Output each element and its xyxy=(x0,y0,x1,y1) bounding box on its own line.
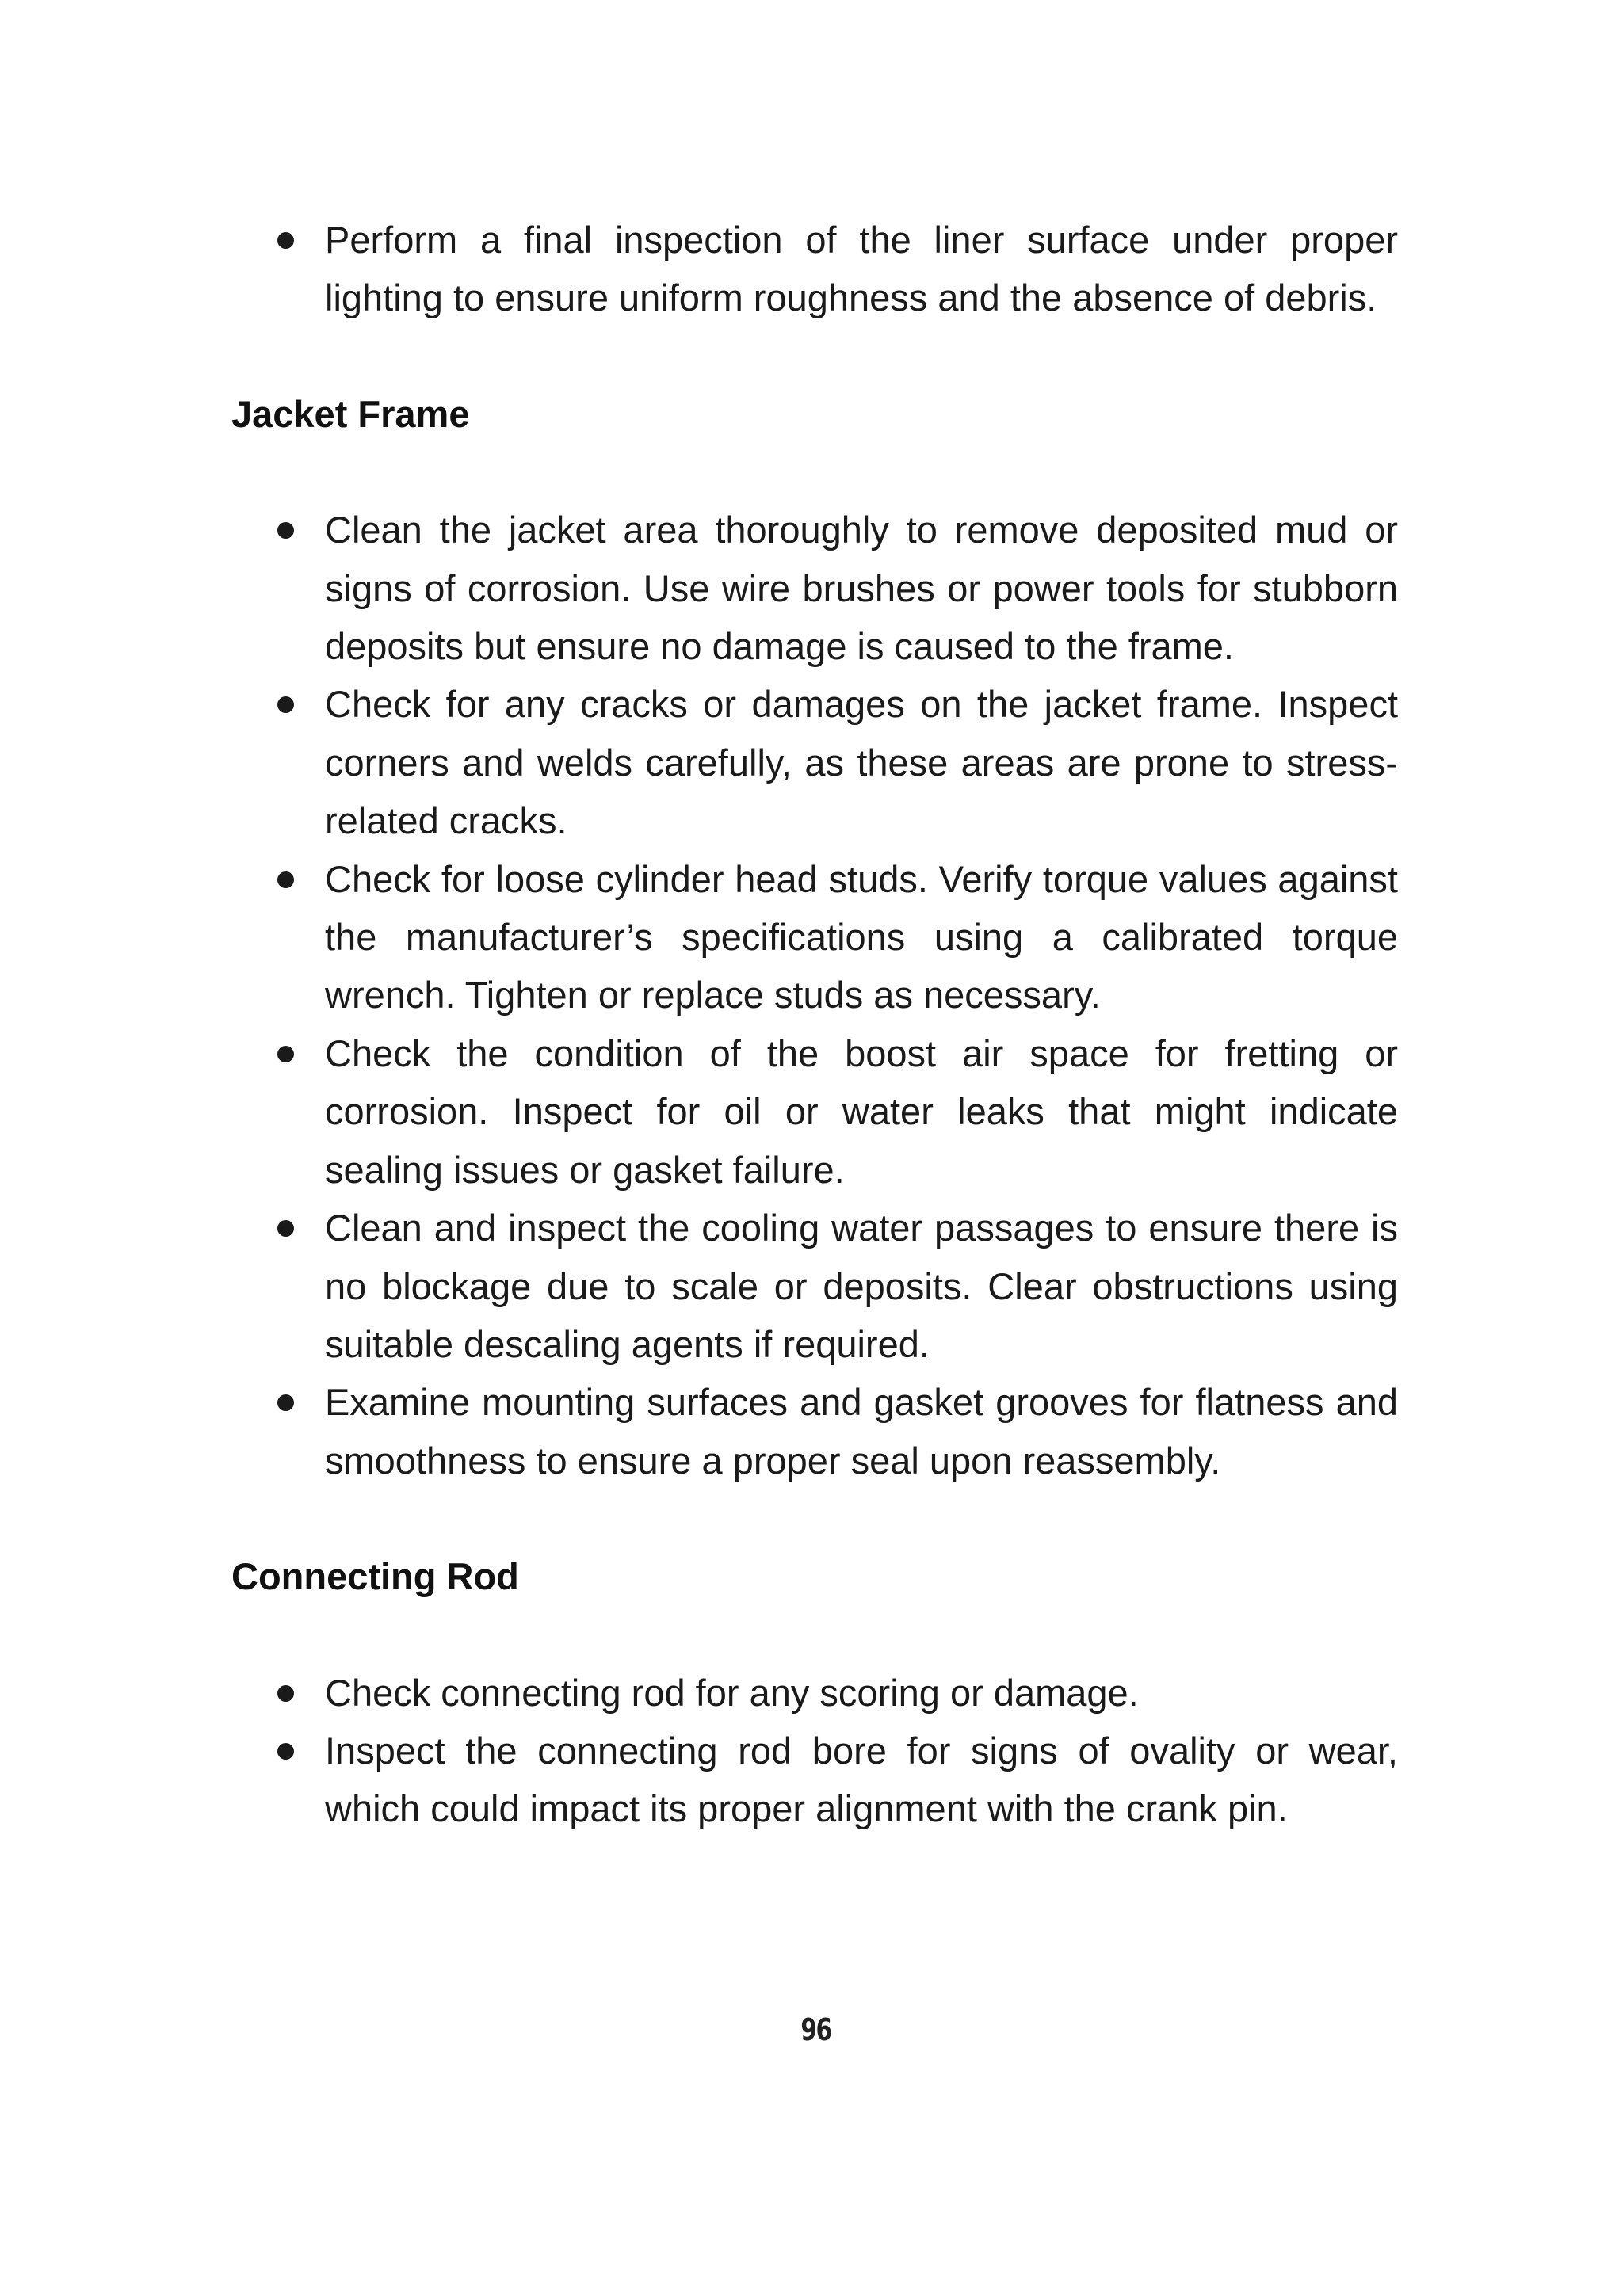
bullet-icon xyxy=(277,1685,294,1702)
list-item-text: Check connecting rod for any scoring or damage. xyxy=(325,1671,1139,1714)
bullet-icon xyxy=(277,1220,294,1237)
list-item-text: Check for any cracks or damages on the jacket frame. Inspect corners and welds carefully, as these areas are prone to stress-related cracks. xyxy=(325,683,1398,842)
bullet-icon xyxy=(277,1394,294,1411)
intro-bullet-list xyxy=(231,211,1398,327)
list-item-text: Inspect the connecting rod bore for signs of ovality or wear, which could impact its proper alignment with the crank pin. xyxy=(325,1729,1398,1830)
bullet-icon xyxy=(277,1046,294,1062)
section-heading-jacket-frame: Jacket Frame xyxy=(231,392,470,435)
connecting-rod-bullet-list xyxy=(231,1664,1398,1838)
list-item xyxy=(325,675,1398,849)
list-item-text: Check for loose cylinder head studs. Verify torque values against the manufacturer’s specifications using a calibrated torque wrench. Tighten or replace studs as necessary. xyxy=(325,857,1398,1016)
list-item-text: Clean and inspect the cooling water passages to ensure there is no blockage due to scale or deposits. Clear obstructions using suitable descaling agents if required. xyxy=(325,1207,1398,1365)
list-item-text: Clean the jacket area thoroughly to remove deposited mud or signs of corrosion. Use wire brushes or power tools for stubborn deposits but ensure no damage is caused to the frame. xyxy=(325,509,1398,668)
list-item xyxy=(325,1024,1398,1199)
bullet-icon xyxy=(277,871,294,888)
bullet-icon xyxy=(277,522,294,539)
jacket-frame-bullet-list xyxy=(231,501,1398,1489)
list-item xyxy=(325,850,1398,1024)
section-heading-connecting-rod: Connecting Rod xyxy=(231,1555,519,1598)
list-item-text: Examine mounting surfaces and gasket grooves for flatness and smoothness to ensure a proper seal upon reassembly. xyxy=(325,1381,1398,1482)
bullet-icon xyxy=(277,232,294,249)
list-item xyxy=(325,501,1398,675)
page-number: 96 xyxy=(800,2012,831,2047)
list-item xyxy=(325,1199,1398,1373)
list-item-text: Perform a final inspection of the liner surface under proper lighting to ensure uniform roughness and the absence of debris. xyxy=(325,219,1398,319)
list-item xyxy=(325,1373,1398,1489)
page-content xyxy=(231,211,1398,1838)
bullet-icon xyxy=(277,696,294,713)
bullet-icon xyxy=(277,1743,294,1760)
list-item xyxy=(325,211,1398,327)
list-item xyxy=(325,1664,1398,1722)
list-item-text: Check the condition of the boost air space for fretting or corrosion. Inspect for oil or water leaks that might indicate sealing issues or gasket failure. xyxy=(325,1032,1398,1191)
list-item xyxy=(325,1722,1398,1838)
